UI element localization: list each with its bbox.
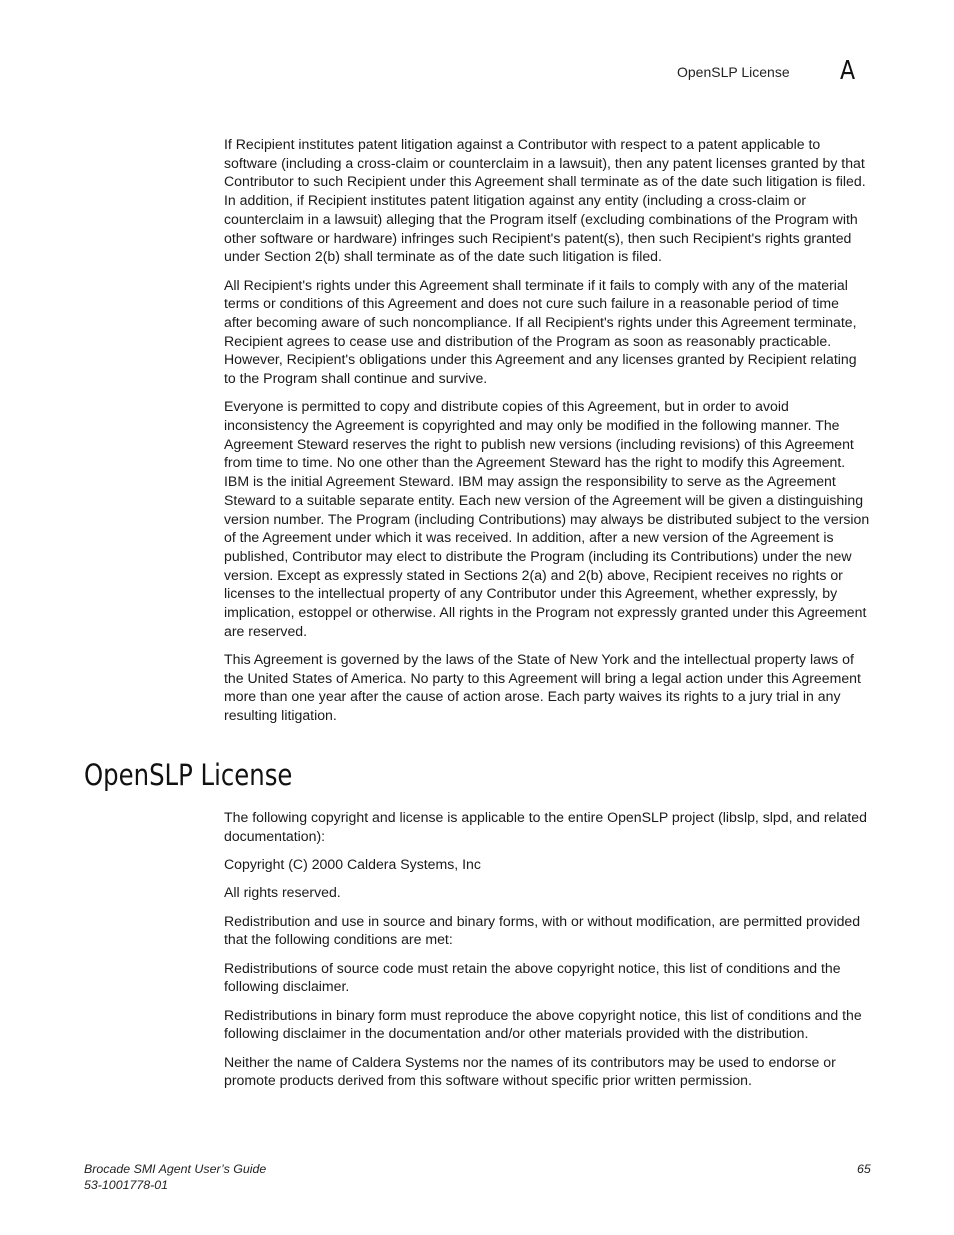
running-head: OpenSLP License (677, 64, 790, 80)
paragraph: The following copyright and license is applicable to the entire OpenSLP project (libslp, slpd, and related documentation): (224, 809, 867, 844)
page-footer (84, 1161, 266, 1193)
openslp-license-text (224, 808, 870, 1100)
paragraph: Everyone is permitted to copy and distribute copies of this Agreement, but in order to avoid inconsistency the Agreement is copyrighted and may only be modified in the following manner. The Agreement Steward reserves the right to publish new versions (including revisions) of this Agreement from time to time. No one other than the Agreement Steward has the right to modify this Agreement. IBM is the initial Agreement Steward. IBM may assign the responsibility to serve as the Agreement Steward to a suitable separate entity. Each new version of the Agreement will be given a distinguishing version number. The Program (including Contributions) may always be distributed subject to the version of the Agreement under which it was received. In addition, after a new version of the Agreement is published, Contributor may elect to distribute the Program (including its Contributions) under the new version. Except as expressly stated in Sections 2(a) and 2(b) above, Recipient receives no rights or licenses to the intellectual property of any Contributor under this Agreement, whether expressly, by implication, estoppel or otherwise. All rights in the Program not expressly granted under this Agreement are reserved. (224, 398, 870, 639)
paragraph: Redistribution and use in source and binary forms, with or without modification, are permitted provided that the following conditions are met: (224, 912, 861, 948)
paragraph: If Recipient institutes patent litigation against a Contributor with respect to a patent applicable to software (including a cross-claim or counterclaim in a lawsuit), then any patent licenses granted by that Contributor to such Recipient under this Agreement shall terminate as of the date such litigation is filed. In addition, if Recipient institutes patent litigation against any entity (including a cross-claim or counterclaim in a lawsuit) alleging that the Program itself (excluding combinations of the Program with other software or hardware) infringes such Recipient's patent(s), then such Recipient's rights granted under Section 2(b) shall terminate as of the date such litigation is filed. (224, 136, 866, 265)
appendix-letter: A (840, 56, 856, 86)
paragraph: Redistributions of source code must retain the above copyright notice, this list of conditions and the following disclaimer. (224, 959, 841, 995)
section-heading: OpenSLP License (84, 758, 293, 792)
doc-number: 53-1001778-01 (84, 1178, 169, 1192)
license-terms-text (224, 135, 870, 734)
guide-title: Brocade SMI Agent User’s Guide (84, 1162, 267, 1176)
paragraph: This Agreement is governed by the laws of the State of New York and the intellectual property laws of the United States of America. No party to this Agreement will bring a legal action under this Agreement more than one year after the cause of action arose. Each party waives its rights to a jury trial in any resulting litigation. (224, 651, 861, 724)
paragraph: Neither the name of Caldera Systems nor the names of its contributors may be used to endorse or promote products derived from this software without specific prior written permission. (224, 1053, 836, 1089)
paragraph: Redistributions in binary form must reproduce the above copyright notice, this list of conditions and the following disclaimer in the documentation and/or other materials provided with the distribution. (224, 1006, 862, 1042)
paragraph: Copyright (C) 2000 Caldera Systems, Inc (224, 856, 481, 872)
page-number: 65 (857, 1162, 871, 1176)
paragraph: All Recipient's rights under this Agreement shall terminate if it fails to comply with any of the material terms or conditions of this Agreement and does not cure such failure in a reasonable period of time after becoming aware of such noncompliance. If all Recipient's rights under this Agreement terminate, Recipient agrees to cease use and distribution of the Program as soon as reasonably practicable. However, Recipient's obligations under this Agreement and any licenses granted by Recipient relating to the Program shall continue and survive. (224, 276, 857, 387)
paragraph: All rights reserved. (224, 884, 341, 901)
